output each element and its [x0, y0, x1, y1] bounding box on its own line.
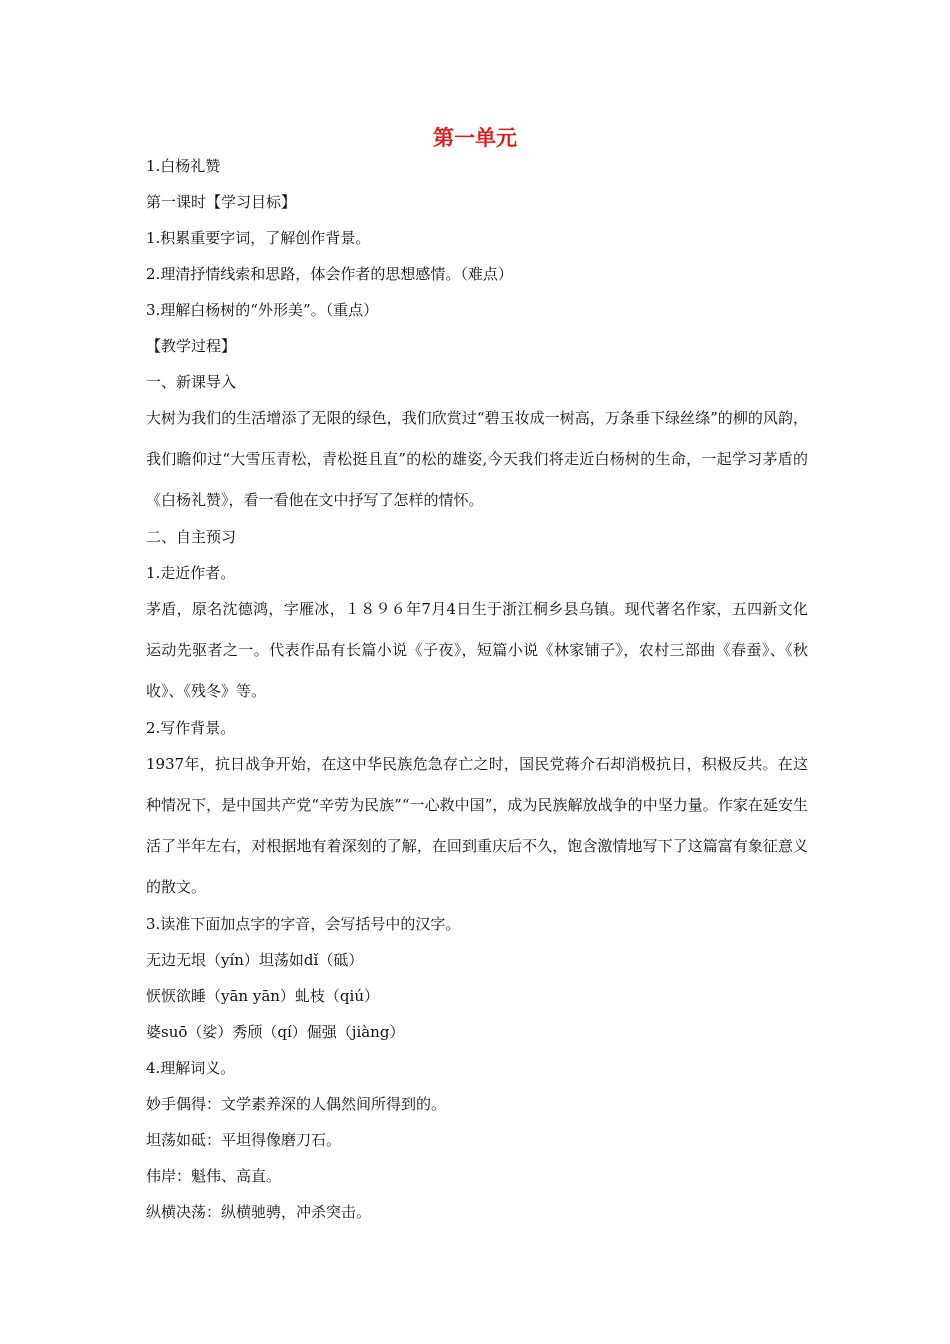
teaching-process-heading: 【教学过程】 — [146, 337, 237, 355]
pronunciation-item: 恹恹欲睡（yān yān）虬枝（qiú） — [146, 987, 379, 1005]
vocabulary-item: 伟岸：魁伟、高直。 — [146, 1167, 282, 1185]
pronunciation-item: 婆suō（娑）秀颀（qí）倔强（jiàng） — [146, 1023, 405, 1041]
vocabulary-item: 纵横决荡：纵横驰骋，冲杀突击。 — [146, 1203, 372, 1221]
goal-1: 1.积累重要字词，了解创作背景。 — [146, 229, 371, 247]
learning-goals-heading: 第一课时【学习目标】 — [146, 193, 297, 211]
vocabulary-item: 妙手偶得：文学素养深的人偶然间所得到的。 — [146, 1095, 447, 1113]
section-self-preview: 二、自主预习 — [146, 528, 237, 546]
pronunciation-item: 无边无垠（yín）坦荡如dǐ（砥） — [146, 951, 364, 969]
goal-2: 2.理清抒情线索和思路，体会作者的思想感情。（难点） — [146, 265, 513, 283]
author-paragraph: 茅盾，原名沈德鸿，字雁冰，１８９６年7月4日生于浙江桐乡县乌镇。现代著名作家，五四新文化运动先驱者之一。代表作品有长篇小说《子夜》，短篇小说《林家铺子》，农村三部曲《春蚕》、《秋收》、《残冬》等。 — [146, 600, 808, 700]
unit-title: 第一单元 — [433, 126, 517, 150]
section-introduction: 一、新课导入 — [146, 373, 237, 391]
goal-3: 3.理解白杨树的“外形美”。（重点） — [146, 301, 379, 319]
vocabulary-heading: 4.理解词义。 — [146, 1059, 236, 1077]
background-paragraph: 1937年，抗日战争开始，在这中华民族危急存亡之时，国民党蒋介石却消极抗日，积极反共。在这种情况下，是中国共产党“辛劳为民族”“一心救中国”，成为民族解放战争的中坚力量。作家在延安生活了半年左右，对根据地有着深刻的了解，在回到重庆后不久，饱含激情地写下了这篇富有象征意义的散文。 — [146, 755, 808, 896]
introduction-paragraph: 大树为我们的生活增添了无限的绿色，我们欣赏过“碧玉妆成一树高，万条垂下绿丝绦”的柳的风韵，我们瞻仰过“大雪压青松，青松挺且直”的松的雄姿,今天我们将走近白杨树的生命，一起学习茅盾的《白杨礼赞》，看一看他在文中抒写了怎样的情怀。 — [146, 409, 808, 509]
background-heading: 2.写作背景。 — [146, 719, 236, 737]
vocabulary-item: 坦荡如砥：平坦得像磨刀石。 — [146, 1131, 342, 1149]
pronunciation-heading: 3.读准下面加点字的字音，会写括号中的汉字。 — [146, 915, 461, 933]
lesson-title: 1.白杨礼赞 — [146, 157, 221, 175]
document-body — [146, 148, 808, 1230]
about-author-heading: 1.走近作者。 — [146, 564, 236, 582]
